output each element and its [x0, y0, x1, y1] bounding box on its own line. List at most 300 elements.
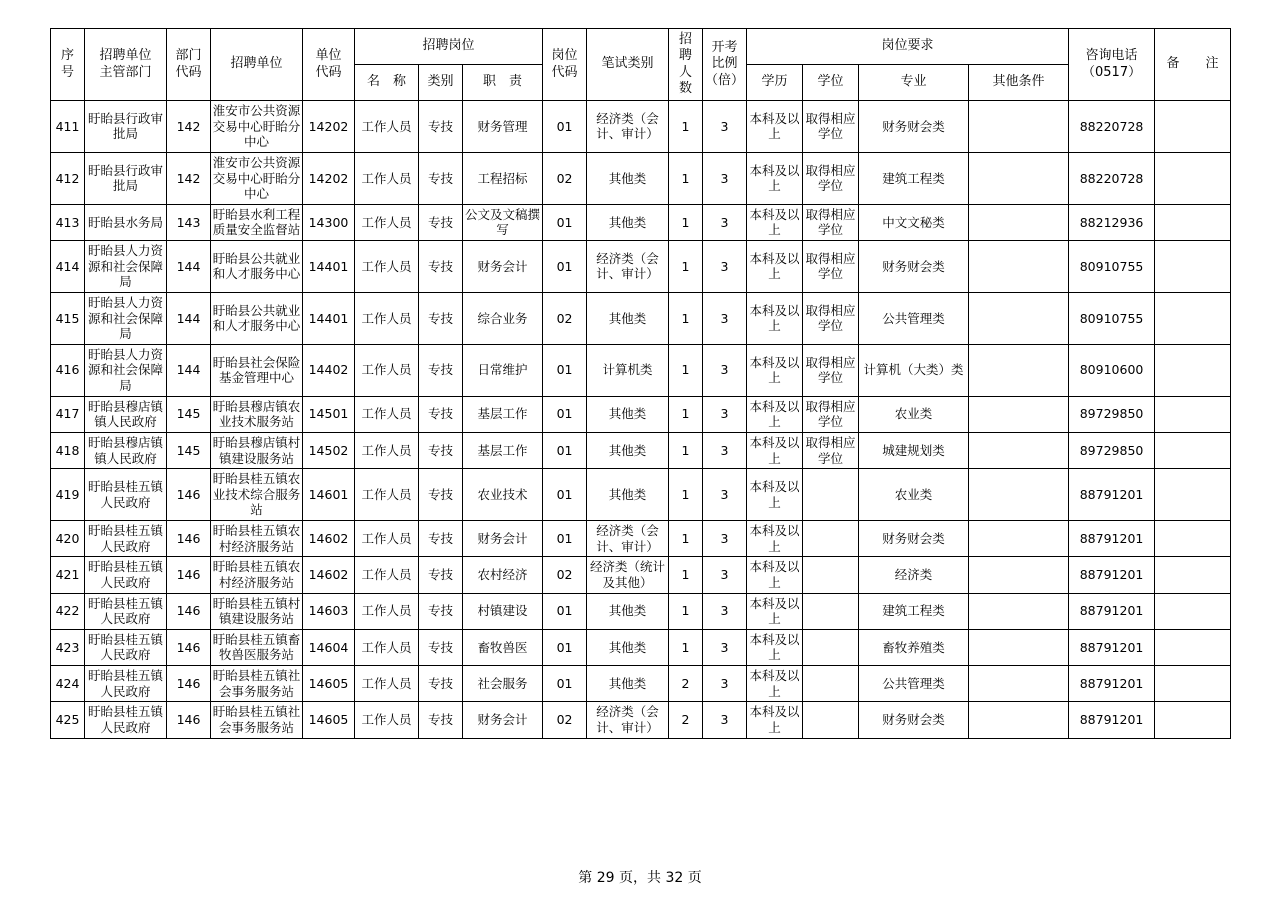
- cell-other-conditions: [969, 593, 1069, 629]
- cell-post-type: 专技: [419, 557, 463, 593]
- cell-post-code: 01: [543, 666, 587, 702]
- cell-unit: 盱眙县社会保险基金管理中心: [211, 344, 303, 396]
- cell-dept-code: 146: [167, 521, 211, 557]
- cell-post-code: 01: [543, 469, 587, 521]
- col-header-dept-code: 部门 代码: [167, 29, 211, 101]
- cell-post-name: 工作人员: [355, 593, 419, 629]
- col-header-requirements-group: 岗位要求: [747, 29, 1069, 65]
- cell-unit-code: 14605: [303, 702, 355, 738]
- cell-major: 城建规划类: [859, 432, 969, 468]
- col-header-education: 学历: [747, 65, 803, 101]
- cell-dept-code: 146: [167, 593, 211, 629]
- col-header-supervising-dept: 招聘单位 主管部门: [85, 29, 167, 101]
- cell-degree: 取得相应学位: [803, 152, 859, 204]
- table-row: [51, 666, 1231, 702]
- cell-post-name: 工作人员: [355, 629, 419, 665]
- cell-degree: 取得相应学位: [803, 432, 859, 468]
- cell-post-duty: 财务管理: [463, 101, 543, 153]
- cell-seq: 425: [51, 702, 85, 738]
- cell-unit: 盱眙县穆店镇农业技术服务站: [211, 396, 303, 432]
- cell-phone: 88220728: [1069, 152, 1155, 204]
- cell-major: 中文文秘类: [859, 204, 969, 240]
- cell-phone: 80910600: [1069, 344, 1155, 396]
- cell-exam-ratio: 3: [703, 241, 747, 293]
- cell-exam-type: 经济类（会计、审计）: [587, 521, 669, 557]
- cell-exam-type: 其他类: [587, 432, 669, 468]
- cell-degree: [803, 666, 859, 702]
- cell-post-name: 工作人员: [355, 396, 419, 432]
- cell-seq: 411: [51, 101, 85, 153]
- cell-other-conditions: [969, 629, 1069, 665]
- cell-post-name: 工作人员: [355, 204, 419, 240]
- cell-supervising-dept: 盱眙县桂五镇人民政府: [85, 629, 167, 665]
- cell-unit: 淮安市公共资源交易中心盱眙分中心: [211, 152, 303, 204]
- cell-hire-count: 1: [669, 101, 703, 153]
- cell-post-type: 专技: [419, 152, 463, 204]
- cell-hire-count: 1: [669, 344, 703, 396]
- cell-exam-ratio: 3: [703, 396, 747, 432]
- col-header-phone: 咨询电话 （0517）: [1069, 29, 1155, 101]
- cell-post-code: 01: [543, 521, 587, 557]
- cell-post-type: 专技: [419, 241, 463, 293]
- cell-unit: 盱眙县公共就业和人才服务中心: [211, 292, 303, 344]
- cell-post-code: 01: [543, 593, 587, 629]
- cell-exam-ratio: 3: [703, 557, 747, 593]
- table-row: [51, 292, 1231, 344]
- cell-post-type: 专技: [419, 344, 463, 396]
- cell-unit: 盱眙县桂五镇村镇建设服务站: [211, 593, 303, 629]
- cell-seq: 418: [51, 432, 85, 468]
- cell-major: 畜牧养殖类: [859, 629, 969, 665]
- cell-unit-code: 14502: [303, 432, 355, 468]
- cell-unit: 盱眙县水利工程质量安全监督站: [211, 204, 303, 240]
- cell-unit: 盱眙县桂五镇农村经济服务站: [211, 557, 303, 593]
- cell-post-name: 工作人员: [355, 152, 419, 204]
- cell-exam-type: 其他类: [587, 666, 669, 702]
- cell-supervising-dept: 盱眙县桂五镇人民政府: [85, 469, 167, 521]
- col-header-seq: 序 号: [51, 29, 85, 101]
- cell-dept-code: 145: [167, 432, 211, 468]
- cell-remark: [1155, 666, 1231, 702]
- cell-hire-count: 1: [669, 593, 703, 629]
- cell-remark: [1155, 292, 1231, 344]
- cell-dept-code: 146: [167, 469, 211, 521]
- cell-post-duty: 财务会计: [463, 241, 543, 293]
- cell-major: 财务财会类: [859, 101, 969, 153]
- cell-post-code: 02: [543, 557, 587, 593]
- table-row: [51, 521, 1231, 557]
- cell-phone: 88791201: [1069, 557, 1155, 593]
- cell-unit: 淮安市公共资源交易中心盱眙分中心: [211, 101, 303, 153]
- cell-degree: 取得相应学位: [803, 241, 859, 293]
- cell-seq: 414: [51, 241, 85, 293]
- cell-hire-count: 1: [669, 629, 703, 665]
- cell-education: 本科及以上: [747, 204, 803, 240]
- cell-hire-count: 1: [669, 292, 703, 344]
- cell-dept-code: 144: [167, 292, 211, 344]
- cell-dept-code: 143: [167, 204, 211, 240]
- cell-remark: [1155, 593, 1231, 629]
- cell-exam-ratio: 3: [703, 432, 747, 468]
- cell-education: 本科及以上: [747, 702, 803, 738]
- cell-remark: [1155, 432, 1231, 468]
- cell-phone: 88791201: [1069, 521, 1155, 557]
- table-row: [51, 432, 1231, 468]
- cell-post-type: 专技: [419, 593, 463, 629]
- cell-degree: 取得相应学位: [803, 292, 859, 344]
- table-header: [51, 29, 1231, 101]
- cell-post-type: 专技: [419, 204, 463, 240]
- cell-post-code: 01: [543, 629, 587, 665]
- page-footer: 第 29 页，共 32 页: [578, 870, 702, 886]
- cell-exam-type: 其他类: [587, 152, 669, 204]
- cell-other-conditions: [969, 702, 1069, 738]
- cell-other-conditions: [969, 557, 1069, 593]
- cell-exam-type: 其他类: [587, 292, 669, 344]
- cell-unit-code: 14605: [303, 666, 355, 702]
- cell-education: 本科及以上: [747, 629, 803, 665]
- cell-unit-code: 14202: [303, 152, 355, 204]
- cell-post-code: 01: [543, 101, 587, 153]
- cell-seq: 422: [51, 593, 85, 629]
- cell-exam-ratio: 3: [703, 702, 747, 738]
- cell-other-conditions: [969, 241, 1069, 293]
- cell-post-duty: 村镇建设: [463, 593, 543, 629]
- cell-unit-code: 14300: [303, 204, 355, 240]
- cell-degree: [803, 469, 859, 521]
- cell-phone: 89729850: [1069, 432, 1155, 468]
- cell-post-type: 专技: [419, 469, 463, 521]
- cell-major: 经济类: [859, 557, 969, 593]
- cell-unit: 盱眙县公共就业和人才服务中心: [211, 241, 303, 293]
- cell-post-type: 专技: [419, 292, 463, 344]
- cell-exam-type: 其他类: [587, 204, 669, 240]
- cell-education: 本科及以上: [747, 593, 803, 629]
- cell-degree: [803, 557, 859, 593]
- cell-unit-code: 14602: [303, 557, 355, 593]
- col-header-remark: 备 注: [1155, 29, 1231, 101]
- cell-remark: [1155, 204, 1231, 240]
- cell-education: 本科及以上: [747, 557, 803, 593]
- cell-unit: 盱眙县桂五镇农业技术综合服务站: [211, 469, 303, 521]
- cell-phone: 88791201: [1069, 629, 1155, 665]
- cell-phone: 88791201: [1069, 469, 1155, 521]
- cell-degree: [803, 629, 859, 665]
- cell-major: 财务财会类: [859, 702, 969, 738]
- table-row: [51, 204, 1231, 240]
- cell-post-duty: 农业技术: [463, 469, 543, 521]
- cell-supervising-dept: 盱眙县行政审批局: [85, 152, 167, 204]
- cell-major: 计算机（大类）类: [859, 344, 969, 396]
- cell-phone: 88791201: [1069, 702, 1155, 738]
- cell-unit-code: 14501: [303, 396, 355, 432]
- cell-hire-count: 1: [669, 521, 703, 557]
- cell-post-type: 专技: [419, 396, 463, 432]
- cell-phone: 80910755: [1069, 241, 1155, 293]
- cell-post-name: 工作人员: [355, 469, 419, 521]
- cell-seq: 412: [51, 152, 85, 204]
- cell-unit: 盱眙县桂五镇社会事务服务站: [211, 666, 303, 702]
- cell-exam-ratio: 3: [703, 152, 747, 204]
- cell-remark: [1155, 702, 1231, 738]
- cell-hire-count: 1: [669, 396, 703, 432]
- table-row: [51, 469, 1231, 521]
- cell-seq: 415: [51, 292, 85, 344]
- table-row: [51, 152, 1231, 204]
- cell-post-duty: 畜牧兽医: [463, 629, 543, 665]
- cell-unit: 盱眙县桂五镇社会事务服务站: [211, 702, 303, 738]
- cell-remark: [1155, 521, 1231, 557]
- cell-remark: [1155, 629, 1231, 665]
- cell-post-name: 工作人员: [355, 292, 419, 344]
- col-header-unit: 招聘单位: [211, 29, 303, 101]
- cell-hire-count: 1: [669, 557, 703, 593]
- cell-phone: 88220728: [1069, 101, 1155, 153]
- cell-seq: 417: [51, 396, 85, 432]
- table-row: [51, 101, 1231, 153]
- table-row: [51, 396, 1231, 432]
- cell-education: 本科及以上: [747, 432, 803, 468]
- col-header-hire-count: 招 聘 人 数: [669, 29, 703, 101]
- cell-exam-ratio: 3: [703, 292, 747, 344]
- cell-other-conditions: [969, 469, 1069, 521]
- cell-unit: 盱眙县桂五镇畜牧兽医服务站: [211, 629, 303, 665]
- cell-supervising-dept: 盱眙县桂五镇人民政府: [85, 702, 167, 738]
- cell-exam-ratio: 3: [703, 469, 747, 521]
- cell-unit-code: 14603: [303, 593, 355, 629]
- cell-supervising-dept: 盱眙县桂五镇人民政府: [85, 666, 167, 702]
- cell-remark: [1155, 396, 1231, 432]
- cell-post-type: 专技: [419, 629, 463, 665]
- cell-education: 本科及以上: [747, 469, 803, 521]
- cell-remark: [1155, 469, 1231, 521]
- cell-exam-ratio: 3: [703, 204, 747, 240]
- cell-supervising-dept: 盱眙县桂五镇人民政府: [85, 557, 167, 593]
- cell-supervising-dept: 盱眙县人力资源和社会保障局: [85, 241, 167, 293]
- cell-education: 本科及以上: [747, 396, 803, 432]
- cell-dept-code: 142: [167, 152, 211, 204]
- cell-exam-ratio: 3: [703, 521, 747, 557]
- cell-post-duty: 社会服务: [463, 666, 543, 702]
- cell-post-duty: 综合业务: [463, 292, 543, 344]
- cell-dept-code: 144: [167, 344, 211, 396]
- cell-other-conditions: [969, 666, 1069, 702]
- cell-remark: [1155, 241, 1231, 293]
- cell-unit-code: 14402: [303, 344, 355, 396]
- cell-post-type: 专技: [419, 521, 463, 557]
- cell-other-conditions: [969, 204, 1069, 240]
- col-header-post-group: 招聘岗位: [355, 29, 543, 65]
- cell-post-code: 01: [543, 241, 587, 293]
- cell-post-type: 专技: [419, 666, 463, 702]
- cell-education: 本科及以上: [747, 241, 803, 293]
- cell-unit-code: 14601: [303, 469, 355, 521]
- cell-supervising-dept: 盱眙县行政审批局: [85, 101, 167, 153]
- cell-phone: 88791201: [1069, 593, 1155, 629]
- table-row: [51, 593, 1231, 629]
- cell-post-code: 02: [543, 152, 587, 204]
- cell-post-type: 专技: [419, 101, 463, 153]
- cell-degree: 取得相应学位: [803, 396, 859, 432]
- cell-dept-code: 146: [167, 557, 211, 593]
- cell-post-name: 工作人员: [355, 344, 419, 396]
- cell-education: 本科及以上: [747, 101, 803, 153]
- cell-other-conditions: [969, 101, 1069, 153]
- cell-dept-code: 144: [167, 241, 211, 293]
- cell-post-name: 工作人员: [355, 432, 419, 468]
- cell-dept-code: 142: [167, 101, 211, 153]
- cell-post-duty: 公文及文稿撰写: [463, 204, 543, 240]
- cell-hire-count: 2: [669, 702, 703, 738]
- cell-unit-code: 14401: [303, 241, 355, 293]
- cell-post-name: 工作人员: [355, 241, 419, 293]
- col-header-unit-code: 单位 代码: [303, 29, 355, 101]
- cell-phone: 89729850: [1069, 396, 1155, 432]
- table-row: [51, 241, 1231, 293]
- cell-exam-type: 其他类: [587, 396, 669, 432]
- cell-exam-type: 经济类（会计、审计）: [587, 241, 669, 293]
- cell-phone: 88791201: [1069, 666, 1155, 702]
- col-header-other-conditions: 其他条件: [969, 65, 1069, 101]
- cell-phone: 80910755: [1069, 292, 1155, 344]
- col-header-post-name: 名 称: [355, 65, 419, 101]
- cell-exam-ratio: 3: [703, 629, 747, 665]
- cell-post-type: 专技: [419, 702, 463, 738]
- table-row: [51, 702, 1231, 738]
- cell-post-code: 01: [543, 204, 587, 240]
- cell-unit-code: 14602: [303, 521, 355, 557]
- cell-major: 财务财会类: [859, 521, 969, 557]
- cell-exam-ratio: 3: [703, 344, 747, 396]
- cell-seq: 419: [51, 469, 85, 521]
- cell-degree: [803, 521, 859, 557]
- cell-post-duty: 工程招标: [463, 152, 543, 204]
- cell-hire-count: 1: [669, 469, 703, 521]
- cell-exam-type: 计算机类: [587, 344, 669, 396]
- cell-post-code: 02: [543, 292, 587, 344]
- cell-major: 公共管理类: [859, 292, 969, 344]
- cell-degree: 取得相应学位: [803, 344, 859, 396]
- cell-post-code: 01: [543, 344, 587, 396]
- cell-degree: 取得相应学位: [803, 204, 859, 240]
- table-row: [51, 557, 1231, 593]
- cell-supervising-dept: 盱眙县桂五镇人民政府: [85, 593, 167, 629]
- cell-post-name: 工作人员: [355, 557, 419, 593]
- cell-post-code: 01: [543, 396, 587, 432]
- cell-unit: 盱眙县桂五镇农村经济服务站: [211, 521, 303, 557]
- col-header-post-code: 岗位 代码: [543, 29, 587, 101]
- cell-post-name: 工作人员: [355, 521, 419, 557]
- cell-dept-code: 146: [167, 666, 211, 702]
- cell-other-conditions: [969, 344, 1069, 396]
- cell-phone: 88212936: [1069, 204, 1155, 240]
- cell-post-duty: 日常维护: [463, 344, 543, 396]
- cell-degree: 取得相应学位: [803, 101, 859, 153]
- cell-remark: [1155, 101, 1231, 153]
- cell-exam-type: 其他类: [587, 469, 669, 521]
- cell-degree: [803, 702, 859, 738]
- col-header-exam-ratio: 开考 比例 （倍）: [703, 29, 747, 101]
- cell-post-type: 专技: [419, 432, 463, 468]
- cell-post-duty: 财务会计: [463, 702, 543, 738]
- cell-exam-ratio: 3: [703, 101, 747, 153]
- cell-supervising-dept: 盱眙县穆店镇镇人民政府: [85, 396, 167, 432]
- cell-supervising-dept: 盱眙县穆店镇镇人民政府: [85, 432, 167, 468]
- recruitment-table: [50, 28, 1231, 739]
- header-row-1: [51, 29, 1231, 65]
- cell-other-conditions: [969, 396, 1069, 432]
- cell-dept-code: 145: [167, 396, 211, 432]
- cell-exam-type: 经济类（会计、审计）: [587, 702, 669, 738]
- cell-post-name: 工作人员: [355, 101, 419, 153]
- cell-exam-type: 经济类（统计及其他）: [587, 557, 669, 593]
- cell-post-duty: 基层工作: [463, 396, 543, 432]
- cell-other-conditions: [969, 521, 1069, 557]
- table-row: [51, 344, 1231, 396]
- cell-remark: [1155, 344, 1231, 396]
- cell-education: 本科及以上: [747, 521, 803, 557]
- cell-post-duty: 农村经济: [463, 557, 543, 593]
- col-header-degree: 学位: [803, 65, 859, 101]
- cell-dept-code: 146: [167, 629, 211, 665]
- cell-post-duty: 基层工作: [463, 432, 543, 468]
- cell-remark: [1155, 557, 1231, 593]
- cell-supervising-dept: 盱眙县人力资源和社会保障局: [85, 292, 167, 344]
- cell-seq: 424: [51, 666, 85, 702]
- cell-hire-count: 2: [669, 666, 703, 702]
- col-header-post-type: 类别: [419, 65, 463, 101]
- cell-unit: 盱眙县穆店镇村镇建设服务站: [211, 432, 303, 468]
- cell-supervising-dept: 盱眙县人力资源和社会保障局: [85, 344, 167, 396]
- cell-post-code: 02: [543, 702, 587, 738]
- cell-seq: 416: [51, 344, 85, 396]
- cell-exam-ratio: 3: [703, 666, 747, 702]
- cell-hire-count: 1: [669, 241, 703, 293]
- cell-seq: 423: [51, 629, 85, 665]
- cell-major: 农业类: [859, 396, 969, 432]
- cell-exam-ratio: 3: [703, 593, 747, 629]
- cell-other-conditions: [969, 432, 1069, 468]
- cell-major: 农业类: [859, 469, 969, 521]
- cell-unit-code: 14401: [303, 292, 355, 344]
- cell-hire-count: 1: [669, 204, 703, 240]
- col-header-major: 专业: [859, 65, 969, 101]
- cell-exam-type: 其他类: [587, 629, 669, 665]
- table-row: [51, 629, 1231, 665]
- cell-dept-code: 146: [167, 702, 211, 738]
- cell-post-code: 01: [543, 432, 587, 468]
- cell-major: 公共管理类: [859, 666, 969, 702]
- cell-major: 建筑工程类: [859, 152, 969, 204]
- cell-post-name: 工作人员: [355, 666, 419, 702]
- cell-major: 财务财会类: [859, 241, 969, 293]
- cell-exam-type: 其他类: [587, 593, 669, 629]
- cell-unit-code: 14604: [303, 629, 355, 665]
- cell-education: 本科及以上: [747, 292, 803, 344]
- cell-hire-count: 1: [669, 432, 703, 468]
- table-body: [51, 101, 1231, 739]
- cell-supervising-dept: 盱眙县桂五镇人民政府: [85, 521, 167, 557]
- cell-unit-code: 14202: [303, 101, 355, 153]
- cell-education: 本科及以上: [747, 666, 803, 702]
- col-header-post-duty: 职 责: [463, 65, 543, 101]
- cell-education: 本科及以上: [747, 152, 803, 204]
- cell-seq: 420: [51, 521, 85, 557]
- cell-seq: 413: [51, 204, 85, 240]
- cell-seq: 421: [51, 557, 85, 593]
- cell-remark: [1155, 152, 1231, 204]
- cell-post-name: 工作人员: [355, 702, 419, 738]
